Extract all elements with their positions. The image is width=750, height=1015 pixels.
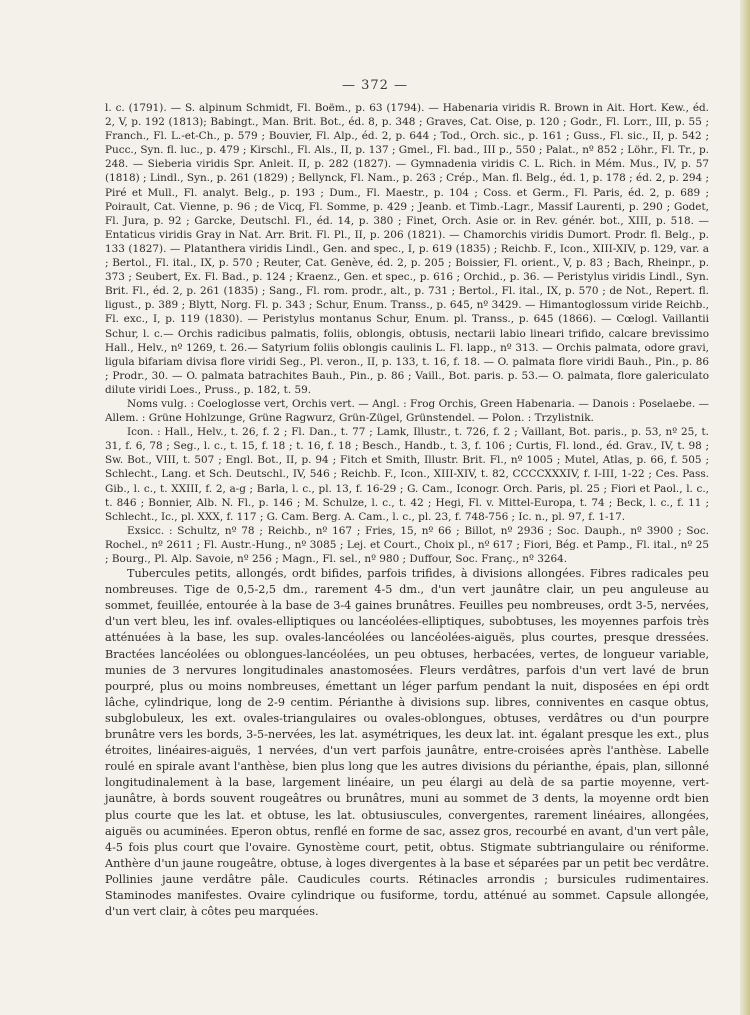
exsiccata-paragraph: Exsicc. : Schultz, nº 78 ; Reichb., nº 167 ; Fries, 15, nº 66 ; Billot, nº 2936 ; Soc. Dauph., nº 3900 ; Soc. Rochel., nº 2611 ; Fl. Austr.-Hung., nº 3085 ; Lej. et Court., Choix pl., nº 617 ; Fiori, Bég. et Pamp., Fl. ital., nº 25 ; Bourg., Pl. Alp. Savoie, nº 256 ; Magn., Fl. sel., nº 980 ; Duffour, Soc. Franç., nº 3264. (105, 524, 709, 565)
icon-references-paragraph: Icon. : Hall., Helv., t. 26, f. 2 ; Fl. Dan., t. 77 ; Lamk, Illustr., t. 726, f. 2 ; Vaillant, Bot. paris., p. 53, nº 25, t. 31, f. 6, 78 ; Seg., l. c., t. 15, f. 18 ; t. 16, f. 18 ; Besch., Handb., t. 3, f. 106 ; Curtis, Fl. lond., éd. Grav., IV, t. 98 ; Sw. Bot., VIII, t. 507 ; Engl. Bot., II, p. 94 ; Fitch et Smith, Illustr. Brit. Fl., nº 1005 ; Mutel, Atlas, p. 66, f. 505 ; Schlecht., Lang. et Sch. Deutschl., IV, 546 ; Reichb. F., Icon., XIII-XIV, t. 82, CCCCXXXIV, f. I-III, 1-22 ; Ces. Pass. Gib., l. c., t. XXIII, f. 2, a-g ; Barla, l. c., pl. 13, f. 16-29 ; G. Cam., Iconogr. Orch. Paris, pl. 25 ; Fiori et Paol., l. c., t. 846 ; Bonnier, Alb. N. Fl., p. 146 ; M. Schulze, l. c., t. 42 ; Hegi, Fl. v. Mittel-Europa, t. 74 ; Beck, l. c., f. 11 ; Schlecht., Ic., pl. XXX, f. 117 ; G. Cam. Berg. A. Cam., l. c., pl. 23, f. 748-756 ; Ic. n., pl. 97, f. 1-17. (105, 426, 709, 523)
page-number: — 372 — (341, 78, 409, 93)
vernacular-names-paragraph: Noms vulg. : Coeloglosse vert, Orchis vert. — Angl. : Frog Orchis, Green Habenaria. — Danois : Poselaebe. — Allem. : Grüne Hohlzunge, Grüne Ragwurz, Grün-Zügel, Grünstendel. — Polon. : Trzylistnik. (105, 397, 709, 425)
page-edge (740, 0, 750, 1015)
references-paragraph: l. c. (1791). — S. alpinum Schmidt, Fl. Boëm., p. 63 (1794). — Habenaria viridis R. Brown in Ait. Hort. Kew., éd. 2, V, p. 192 (1813); Babingt., Man. Brit. Bot., éd. 8, p. 348 ; Graves, Cat. Oise, p. 120 ; Godr., Fl. Lorr., III, p. 55 ; Franch., Fl. L.-et-Ch., p. 579 ; Bouvier, Fl. Alp., éd. 2, p. 644 ; Tod., Orch. sic., p. 161 ; Guss., Fl. sic., II, p. 542 ; Pucc., Syn. fl. luc., p. 479 ; Kirschl., Fl. Als., II, p. 137 ; Gmel., Fl. bad., III p., 550 ; Palat., nº 852 ; Löhr., Fl. Tr., p. 248. — Sieberia viridis Spr. Anleit. II, p. 282 (1827). — Gymnadenia viridis C. L. Rich. in Mém. Mus., IV, p. 57 (1818) ; Lindl., Syn., p. 261 (1829) ; Bellynck, Fl. Nam., p. 263 ; Crép., Man. fl. Belg., éd. 1, p. 178 ; éd. 2, p. 294 ; Piré et Mull., Fl. analyt. Belg., p. 193 ; Dum., Fl. Maestr., p. 104 ; Coss. et Germ., Fl. Paris, éd. 2, p. 689 ; Poirault, Cat. Vienne, p. 96 ; de Vicq, Fl. Somme, p. 429 ; Jeanb. et Timb.-Lagr., Massif Laurenti, p. 290 ; Godet, Fl. Jura, p. 92 ; Garcke, Deutschl. Fl., éd. 14, p. 380 ; Finet, Orch. Asie or. in Rev. génér. bot., XIII, p. 518. — Entaticus viridis Gray in Nat. Arr. Brit. Fl. Pl., II, p. 206 (1821). — Chamorchis viridis Dumort. Prodr. fl. Belg., p. 133 (1827). — Platanthera viridis Lindl., Gen. and spec., I, p. 619 (1835) ; Reichb. F., Icon., XIII-XIV, p. 129, var. a ; Bertol., Fl. ital., IX, p. 570 ; Reuter, Cat. Genève, éd. 2, p. 205 ; Boissier, Fl. orient., V, p. 83 ; Bach, Rheinpr., p. 373 ; Seubert, Ex. Fl. Bad., p. 124 ; Kraenz., Gen. et spec., p. 616 ; Orchid., p. 36. — Peristylus viridis Lindl., Syn. Brit. Fl., éd. 2, p. 261 (1835) ; Sang., Fl. rom. prodr., alt., p. 731 ; Bertol., Fl. ital., IX, p. 570 ; de Not., Repert. fl. ligust., p. 389 ; Blytt, Norg. Fl. p. 343 ; Schur, Enum. Transs., p. 645, nº 3429. — Himantoglossum viride Reichb., Fl. exc., I, p. 119 (1830). — Peristylus montanus Schur, Enum. pl. Transs., p. 645 (1866). — Cœlogl. Vaillantii Schur, l. c.— Orchis radicibus palmatis, foliis, oblongis, obtusis, nectarii labio lineari trifido, calcare brevissimo Hall., Helv., nº 1269, t. 26.— Satyrium foliis oblongis caulinis L. Fl. lapp., nº 313. — Orchis palmata, odore gravi, ligula bifariam divisa flore viridi Seg., Pl. veron., II, p. 133, t. 16, f. 18. — O. palmata flore viridi Bauh., Pin., p. 86 ; Prodr., 30. — O. palmata batrachites Bauh., Pin., p. 86 ; Vaill., Bot. paris. p. 53.— O. palmata, flore galericulato dilute viridi Loes., Pruss., p. 182, t. 59. (105, 102, 709, 396)
body-text (105, 101, 709, 920)
description-paragraph: Tubercules petits, allongés, ordt bifides, parfois trifides, à divisions allongées. Fibres radicales peu nombreuses. Tige de 0,5-2,5 dm., rarement 4-5 dm., d'un vert jaunâtre clair, un peu anguleuse au sommet, feuillée, entourée à la base de 3-4 gaines brunâtres. Feuilles peu nombreuses, ordt 3-5, nervées, d'un vert bleu, les inf. ovales-elliptiques ou lancéolées-elliptiques, subobtuses, les moyennes parfois très atténuées à la base, les sup. ovales-lancéolées ou lancéolées-aiguës, plus courtes, presque dressées. Bractées lancéolées ou oblongues-lancéolées, un peu obtuses, herbacées, vertes, de longueur variable, munies de 3 nervures longitudinales anastomosées. Fleurs verdâtres, parfois d'un vert lavé de brun pourpré, plus ou moins nombreuses, émettant un léger parfum pendant la nuit, disposées en épi ordt lâche, cylindrique, long de 2-9 centim. Périanthe à divisions sup. libres, conniventes en casque obtus, subglobuleux, les ext. ovales-triangulaires ou ovales-oblongues, obtuses, verdâtres ou d'un pourpre brunâtre vers les bords, 3-5-nervées, les lat. asymétriques, les deux lat. int. égalant presque les ext., plus étroites, linéaires-aiguës, 1 nervées, d'un vert parfois jaunâtre, entre-croisées après l'anthèse. Labelle roulé en spirale avant l'anthèse, bien plus long que les autres divisions du périanthe, épais, plan, sillonné longitudinalement à la base, largement linéaire, un peu élargi au delà de sa partie moyenne, vert-jaunâtre, à bords souvent rougeâtres ou brunâtres, muni au sommet de 3 dents, la moyenne ordt bien plus courte que les lat. et obtuse, les lat. obtusiuscules, convergentes, rarement linéaires, allongées, aiguës ou acuminées. Eperon obtus, renflé en forme de sac, assez gros, recourbé en avant, d'un vert pâle, 4-5 fois plus court que l'ovaire. Gynostème court, petit, obtus. Stigmate subtriangulaire ou réniforme. Anthère d'un jaune rougeâtre, obtuse, à loges divergentes à la base et séparées par un petit bec verdâtre. Pollinies jaune verdâtre pâle. Caudicules courts. Rétinacles arrondis ; bursicules rudimentaires. Staminodes manifestes. Ovaire cylindrique ou fusiforme, tordu, atténué au sommet. Capsule allongée, d'un vert clair, à côtes peu marquées. (105, 567, 709, 919)
